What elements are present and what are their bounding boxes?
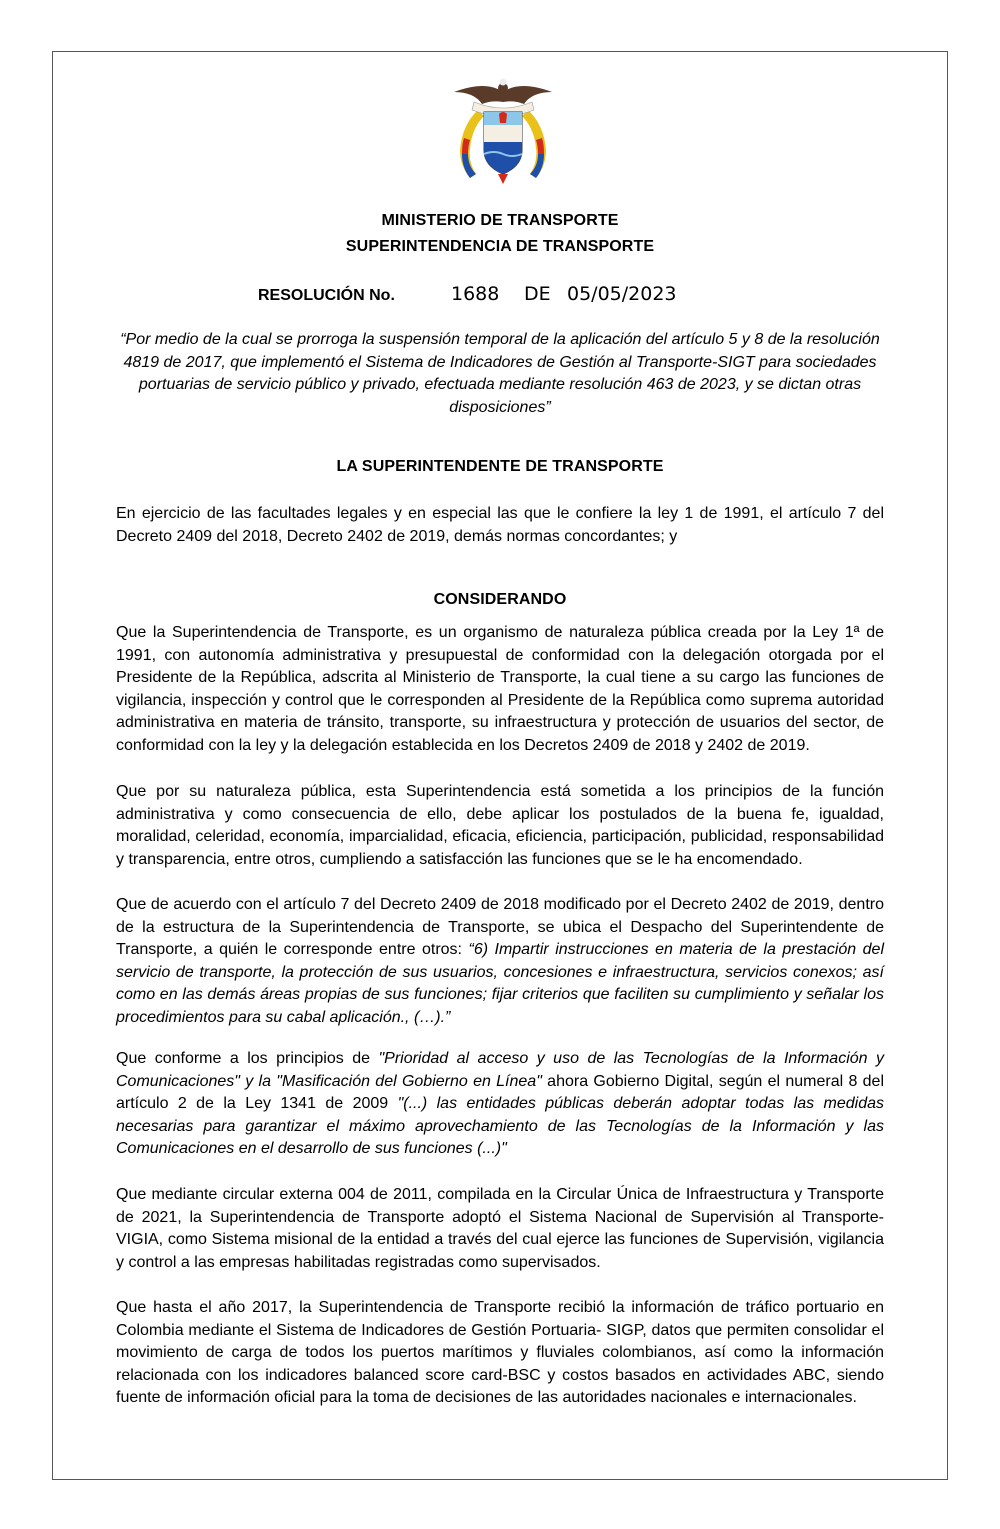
paragraph-3 — [116, 894, 884, 1029]
ministry-heading: MINISTERIO DE TRANSPORTE — [381, 212, 619, 229]
intro-paragraph: En ejercicio de las facultades legales y en especial las que le confiere la ley 1 de 1991, el artículo 7 del Decreto 2409 del 2018, Decreto 2402 de 2019, demás normas concordantes; y — [116, 505, 884, 545]
paragraph-4-text-b: ahora Gobierno Digital, según el numeral 8 del artículo 2 de la Ley 1341 de 2009 — [116, 1072, 885, 1112]
paragraph-4 — [116, 1048, 884, 1161]
paragraph-5: Que mediante circular externa 004 de 2011, compilada en la Circular Única de Infraestructura y Transporte de 2021, la Superintendencia de Transporte adoptó el Sistema Nacional de Supervisión al Transporte-VIGIA, como Sistema misional de la entidad a través del cual ejerce las funciones de Supervisión, vigilancia y control a las empresas habilitadas registradas como supervisados. — [116, 1186, 884, 1271]
resolution-number: 1688 — [451, 283, 500, 305]
paragraph-1: Que la Superintendencia de Transporte, es un organismo de naturaleza pública creada por la Ley 1ª de 1991, con autonomía administrativa y presupuestal de conformidad con la delegación otorgada por el Presidente de la República, adscrita al Ministerio de Transporte, la cual tiene a su cargo las funciones de vigilancia, inspección y control que le corresponden al Presidente de la República como suprema autoridad administrativa en materia de tránsito, transporte, su infraestructura y protección de usuarios del sector, de conformidad con la ley y la delegación establecida en los Decretos 2409 de 2018 y 2402 de 2019. — [116, 624, 884, 754]
paragraph-6: Que hasta el año 2017, la Superintendencia de Transporte recibió la información de tráfico portuario en Colombia mediante el Sistema de Indicadores de Gestión Portuaria- SIGP, datos que permiten consolidar el movimiento de carga de todos los puertos marítimos y fluviales colombianos, así como la información relacionada con los indicadores balanced score card-BSC y costos basados en actividades ABC, siendo fuente de información oficial para la toma de decisiones de las autoridades nacionales e internacionales. — [116, 1299, 884, 1406]
considering-title: CONSIDERANDO — [433, 591, 567, 608]
authority-title: LA SUPERINTENDENTE DE TRANSPORTE — [336, 458, 664, 475]
paragraph-3-quote: “6) Impartir instrucciones en materia de la prestación del servicio de transporte, la protección de sus usuarios, concesiones e infraestructura, servicios conexos; así como en las demás áreas propias de sus funciones; fijar criterios que faciliten su cumplimiento y señalar los procedimientos para su cabal aplicación., (…).” — [116, 941, 885, 1026]
resolution-label: RESOLUCIÓN No. — [258, 287, 395, 304]
paragraph-4-quote-b: "(...) las entidades públicas deberán adoptar todas las medidas necesarias para garantizar el máximo aprovechamiento de las Tecnologías de la Información y las Comunicaciones en el desarrollo de sus funciones (...)" — [116, 1095, 884, 1157]
resolution-line — [0, 283, 1000, 311]
resolution-subject: “Por medio de la cual se prorroga la suspensión temporal de la aplicación del artículo 5 y 8 de la resolución 4819 de 2017, que implementó el Sistema de Indicadores de Gestión al Transporte-SIGT para sociedades portuarias de servicio público y privado, efectuada mediante resolución 463 de 2023, y se dictan otras disposiciones” — [120, 331, 880, 416]
paragraph-3-text: Que de acuerdo con el artículo 7 del Decreto 2409 de 2018 modificado por el Decreto 2402 de 2019, dentro de la estructura de la Superintendencia de Transporte, se ubica el Despacho del Superintendente de Transporte, a quién le corresponde entre otros: — [116, 896, 884, 958]
superintendency-heading: SUPERINTENDENCIA DE TRANSPORTE — [345, 238, 655, 255]
resolution-de: DE — [524, 283, 551, 305]
coat-of-arms-icon — [448, 70, 558, 184]
paragraph-2: Que por su naturaleza pública, esta Superintendencia está sometida a los principios de la función administrativa y como consecuencia de ello, debe aplicar los postulados de la buena fe, igualdad, moralidad, celeridad, economía, imparcialidad, eficacia, eficiencia, participación, publicidad, responsabilidad y transparencia, entre otros, cumpliendo a satisfacción las funciones que se le ha encomendado. — [116, 783, 884, 868]
resolution-date: 05/05/2023 — [567, 283, 677, 305]
paragraph-4-quote-a: "Prioridad al acceso y uso de las Tecnologías de la Información y Comunicaciones" y la "Masificación del Gobierno en Línea" — [116, 1050, 885, 1090]
paragraph-4-text-a: Que conforme a los principios de — [116, 1050, 379, 1067]
